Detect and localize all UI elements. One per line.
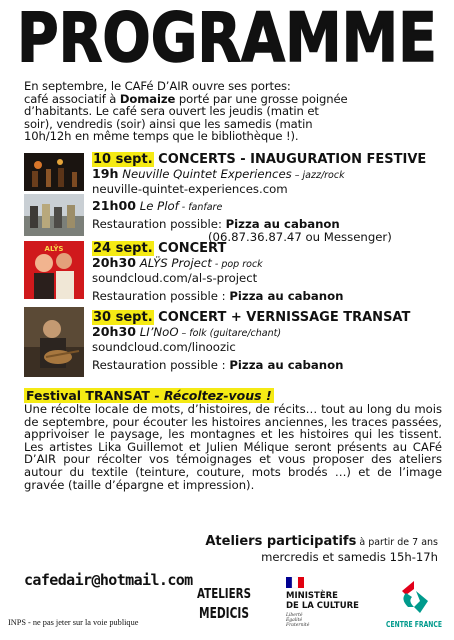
page-title-text: PROGRAMME (17, 0, 437, 78)
ateliers-title: Ateliers participatifs (205, 534, 357, 549)
intro-line: café associatif à Domaize porté par une grosse poignée (24, 91, 348, 106)
intro-line: 10h/12h en même temps que le bibliothèque !). (24, 129, 299, 143)
svg-text:Liberté: Liberté (286, 613, 303, 618)
inps-notice: INPS - ne pas jeter sur la voie publique (8, 618, 139, 627)
event-1-restauration: Restauration possible: Pizza au cabanon (92, 216, 340, 231)
festival-title: Festival TRANSAT - Récoltez-vous ! (26, 388, 272, 403)
event-2-link[interactable]: soundcloud.com/al-s-project (92, 270, 258, 285)
event-3 (92, 310, 442, 373)
event-1-restauration-contact: (06.87.36.87.47 ou Messenger) (208, 230, 392, 244)
event-3-act: 20h30 LI’NoO – folk (guitare/chant) (92, 324, 282, 339)
ministere-culture-logo (278, 575, 360, 633)
event-1-heading: 10 sept. CONCERTS - INAUGURATION FESTIVE (93, 152, 427, 167)
svg-text:ALŸS: ALŸS (44, 245, 64, 253)
svg-text:ATELIERS: ATELIERS (197, 587, 251, 602)
event-3-heading: 30 sept. CONCERT + VERNISSAGE TRANSAT (93, 310, 411, 325)
event-1-act-2: 21h00 Le Plof - fanfare (92, 198, 223, 213)
event-1-photo-fanfare (24, 194, 84, 236)
event-2 (92, 241, 442, 304)
svg-text:CENTRE FRANCE: CENTRE FRANCE (386, 620, 442, 629)
event-1 (92, 152, 442, 245)
svg-text:DE LA CULTURE: DE LA CULTURE (286, 601, 359, 611)
event-3-link[interactable]: soundcloud.com/linoozic (92, 339, 236, 354)
event-1-date: 10 sept. (93, 152, 153, 167)
event-3-restauration: Restauration possible : Pizza au cabanon (92, 358, 344, 372)
credit-agricole-logo (384, 577, 444, 633)
ateliers-info (205, 534, 438, 565)
event-2-photo (24, 241, 84, 299)
event-1-act-1: 19h Neuville Quintet Experiences – jazz/rock (92, 166, 345, 181)
event-2-date: 24 sept. (93, 241, 153, 256)
domaize-label: Domaize (119, 91, 176, 106)
ateliers-schedule: mercredis et samedis 15h-17h (261, 550, 438, 564)
festival-description: Une récolte locale de mots, d’histoires, de récits… tout au long du mois de septembre, pour écouter les histoires anciennes, les traces passées, apprivoiser le paysage, les montagnes et les histoires qui les tissent. Les artistes Lika Guillemot et Julien Mélique seront présents au CAFé D’AIR pour récolter vos témoignages et vous proposer des ateliers autour du textile (teinture, couture, mots brodés …) et de l’image gravée (taille d’épargne et impression). (24, 402, 442, 492)
ateliers-age: à partir de 7 ans (356, 537, 438, 548)
svg-text:Fraternité: Fraternité (286, 623, 310, 628)
event-3-photo (24, 307, 84, 377)
event-2-act: 20h30 ALŸS Project - pop rock (92, 255, 263, 270)
svg-text:Égalité: Égalité (286, 618, 303, 623)
event-3-date: 30 sept. (93, 310, 153, 325)
svg-text:MINISTÈRE: MINISTÈRE (286, 591, 338, 601)
intro-line: soir), vendredis (soir) ainsi que les samedis (matin (24, 116, 313, 131)
svg-text:MEDICIS: MEDICIS (199, 604, 249, 622)
event-1-link[interactable]: neuville-quintet-experiences.com (92, 181, 288, 196)
intro-text (24, 80, 440, 143)
ateliers-medicis-logo (196, 574, 252, 630)
intro-line: En septembre, le CAFé D’AIR ouvre ses portes: (24, 79, 291, 93)
event-1-photo-band (24, 153, 84, 191)
page-title (14, 0, 440, 78)
contact-email[interactable]: cafedair@hotmail.com (24, 571, 193, 589)
intro-line: d’habitants. Le café sera ouvert les jeudis (matin et (24, 104, 319, 118)
event-2-restauration: Restauration possible : Pizza au cabanon (92, 289, 344, 303)
event-2-heading: 24 sept. CONCERT (93, 241, 227, 256)
